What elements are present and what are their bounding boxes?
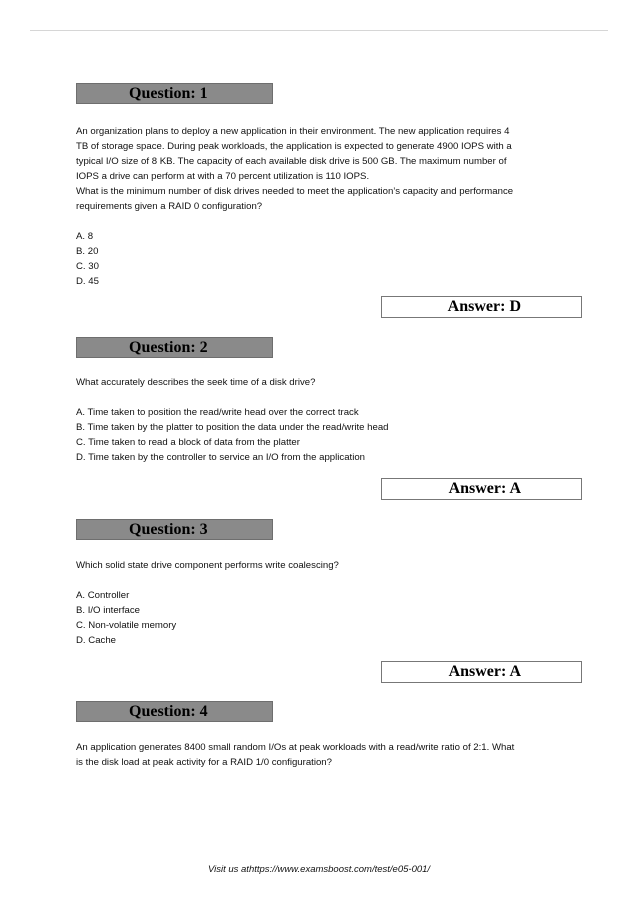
question-4-prompt-line: An application generates 8400 small random I/Os at peak workloads with a read/write ratio of 2:1. What	[76, 742, 515, 753]
question-2-option-c: C. Time taken to read a block of data from the platter	[76, 437, 300, 448]
question-4-header	[76, 701, 273, 722]
top-divider	[30, 30, 608, 31]
question-2-header	[76, 337, 273, 358]
question-1-prompt-line: requirements given a RAID 0 configuration?	[76, 201, 263, 212]
question-2-option-b: B. Time taken by the platter to position the data under the read/write head	[76, 422, 389, 433]
question-3-title: Question: 3	[129, 521, 208, 538]
question-2-answer: Answer: A	[448, 480, 521, 497]
question-1-option-b: B. 20	[76, 246, 99, 257]
question-4-prompt-line: is the disk load at peak activity for a RAID 1/0 configuration?	[76, 757, 332, 768]
question-1-title: Question: 1	[129, 85, 208, 102]
question-3-option-c: C. Non-volatile memory	[76, 620, 177, 631]
question-1-text-line: An organization plans to deploy a new application in their environment. The new application requires 4	[76, 126, 510, 137]
question-2-option-a: A. Time taken to position the read/write head over the correct track	[76, 407, 359, 418]
question-1-answer-box	[381, 296, 582, 318]
question-1-answer: Answer: D	[447, 298, 521, 315]
question-2-answer-box	[381, 478, 582, 500]
question-3-prompt-line: Which solid state drive component performs write coalescing?	[76, 560, 339, 571]
question-3-option-d: D. Cache	[76, 635, 116, 646]
question-3-option-a: A. Controller	[76, 590, 130, 601]
question-2-prompt-line: What accurately describes the seek time of a disk drive?	[76, 377, 316, 388]
question-1-header	[76, 83, 273, 104]
question-3-header	[76, 519, 273, 540]
question-1-body	[76, 124, 580, 289]
question-3-answer: Answer: A	[448, 663, 521, 680]
question-2-body	[76, 375, 580, 465]
question-2-option-d: D. Time taken by the controller to service an I/O from the application	[76, 452, 366, 463]
question-1-option-d: D. 45	[76, 276, 99, 287]
question-3-option-b: B. I/O interface	[76, 605, 140, 616]
question-2-title: Question: 2	[129, 339, 208, 356]
question-1-option-a: A. 8	[76, 231, 94, 242]
question-4-body	[76, 740, 580, 770]
footer-link[interactable]: Visit us athttps://www.examsboost.com/test/e05-001/	[207, 864, 431, 875]
question-1-option-c: C. 30	[76, 261, 99, 272]
question-1-text-line: IOPS a drive can perform at with a 70 percent utilization is 110 IOPS.	[76, 171, 370, 182]
question-3-answer-box	[381, 661, 582, 683]
question-1-text-line: TB of storage space. During peak workloads, the application is expected to generate 4900 IOPS with a	[76, 141, 512, 152]
question-1-prompt-line: What is the minimum number of disk drives needed to meet the application’s capacity and performance	[76, 186, 514, 197]
question-3-body	[76, 558, 580, 648]
question-4-title: Question: 4	[129, 703, 208, 720]
question-1-text-line: typical I/O size of 8 KB. The capacity of each available disk drive is 500 GB. The maximum number of	[76, 156, 507, 167]
